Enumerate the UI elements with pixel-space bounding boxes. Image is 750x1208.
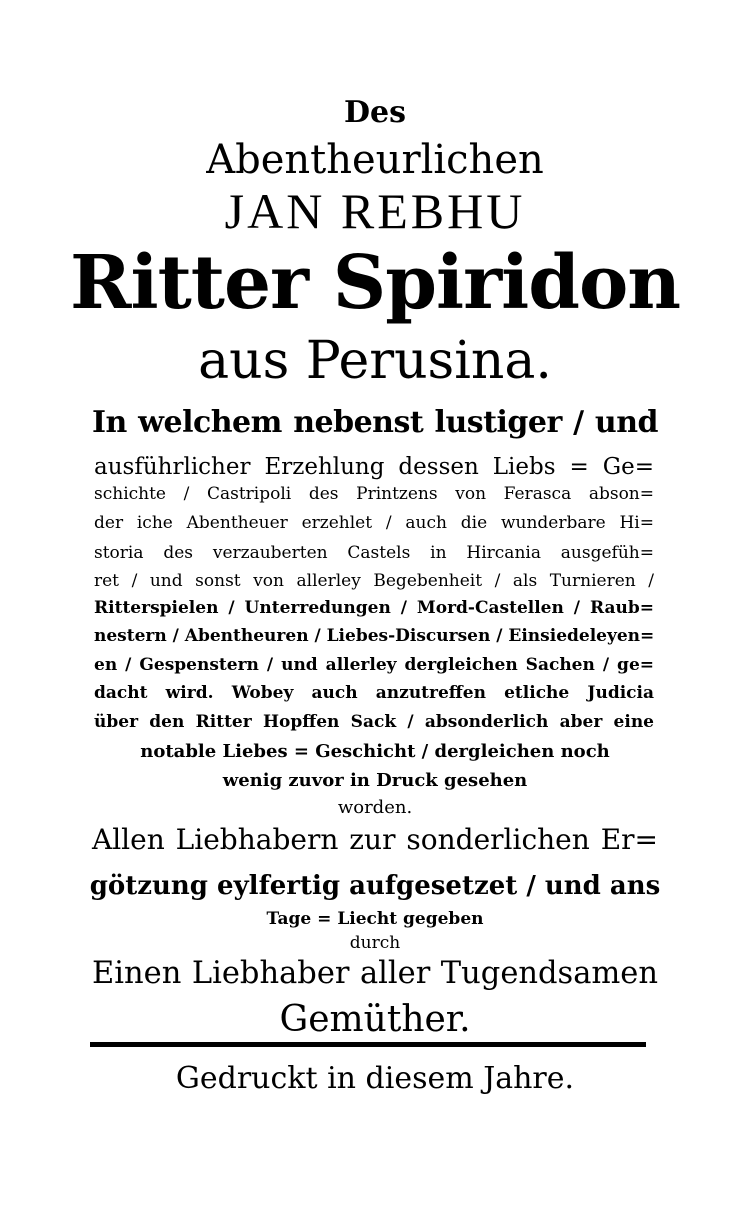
dedication-line-6: Gemüther. — [279, 999, 471, 1040]
title-aus-perusina: aus Perusina. — [198, 331, 552, 391]
body-line-2: ausführlicher Erzehlung dessen Liebs = Ge= — [94, 454, 654, 480]
body-line-7: Ritterspielen / Unterredungen / Mord-Castellen / Raub= — [94, 598, 654, 618]
title-des: Des — [344, 95, 406, 130]
body-line-13: wenig zuvor in Druck gesehen — [222, 770, 528, 791]
body-line-10: dacht wird. Wobey auch anzutreffen etliche Judicia — [94, 683, 654, 703]
title-name: JAN REBHU — [224, 183, 526, 239]
body-line-6: ret / und sonst von allerley Begebenheit / als Turnieren / — [94, 571, 654, 591]
title-abentheurlichen: Abentheurlichen — [206, 137, 544, 183]
body-line-4: der iche Abentheuer erzehlet / auch die wunderbare Hi= — [94, 513, 654, 533]
dedication-line-1: Allen Liebhabern zur sonderlichen Er= — [92, 823, 658, 856]
body-line-12: notable Liebes = Geschicht / dergleichen noch — [140, 741, 610, 762]
imprint: Gedruckt in diesem Jahre. — [175, 1061, 575, 1096]
body-line-3: schichte / Castripoli des Printzens von Ferasca abson= — [94, 484, 654, 504]
title-ritter-spiridon: Ritter Spiridon — [70, 240, 681, 326]
body-line-11: über den Ritter Hopffen Sack / absonderlich aber eine — [94, 712, 654, 732]
dedication-line-5: Einen Liebhaber aller Tugendsamen — [92, 956, 658, 991]
horizontal-rule — [90, 1042, 646, 1047]
body-line-1: In welchem nebenst lustiger / und — [92, 405, 658, 440]
body-line-9: en / Gespenstern / und allerley dergleichen Sachen / ge= — [94, 655, 654, 675]
body-line-5: storia des verzauberten Castels in Hircania ausgefüh= — [94, 543, 654, 563]
dedication-line-2: götzung eylfertig aufgesetzet / und ans — [89, 871, 661, 901]
body-line-8: nestern / Abentheuren / Liebes-Discursen / Einsiedeleyen= — [94, 626, 655, 646]
body-line-14: worden. — [337, 797, 413, 818]
dedication-line-3: Tage = Liecht gegeben — [266, 909, 484, 929]
dedication-line-4: durch — [349, 933, 401, 953]
